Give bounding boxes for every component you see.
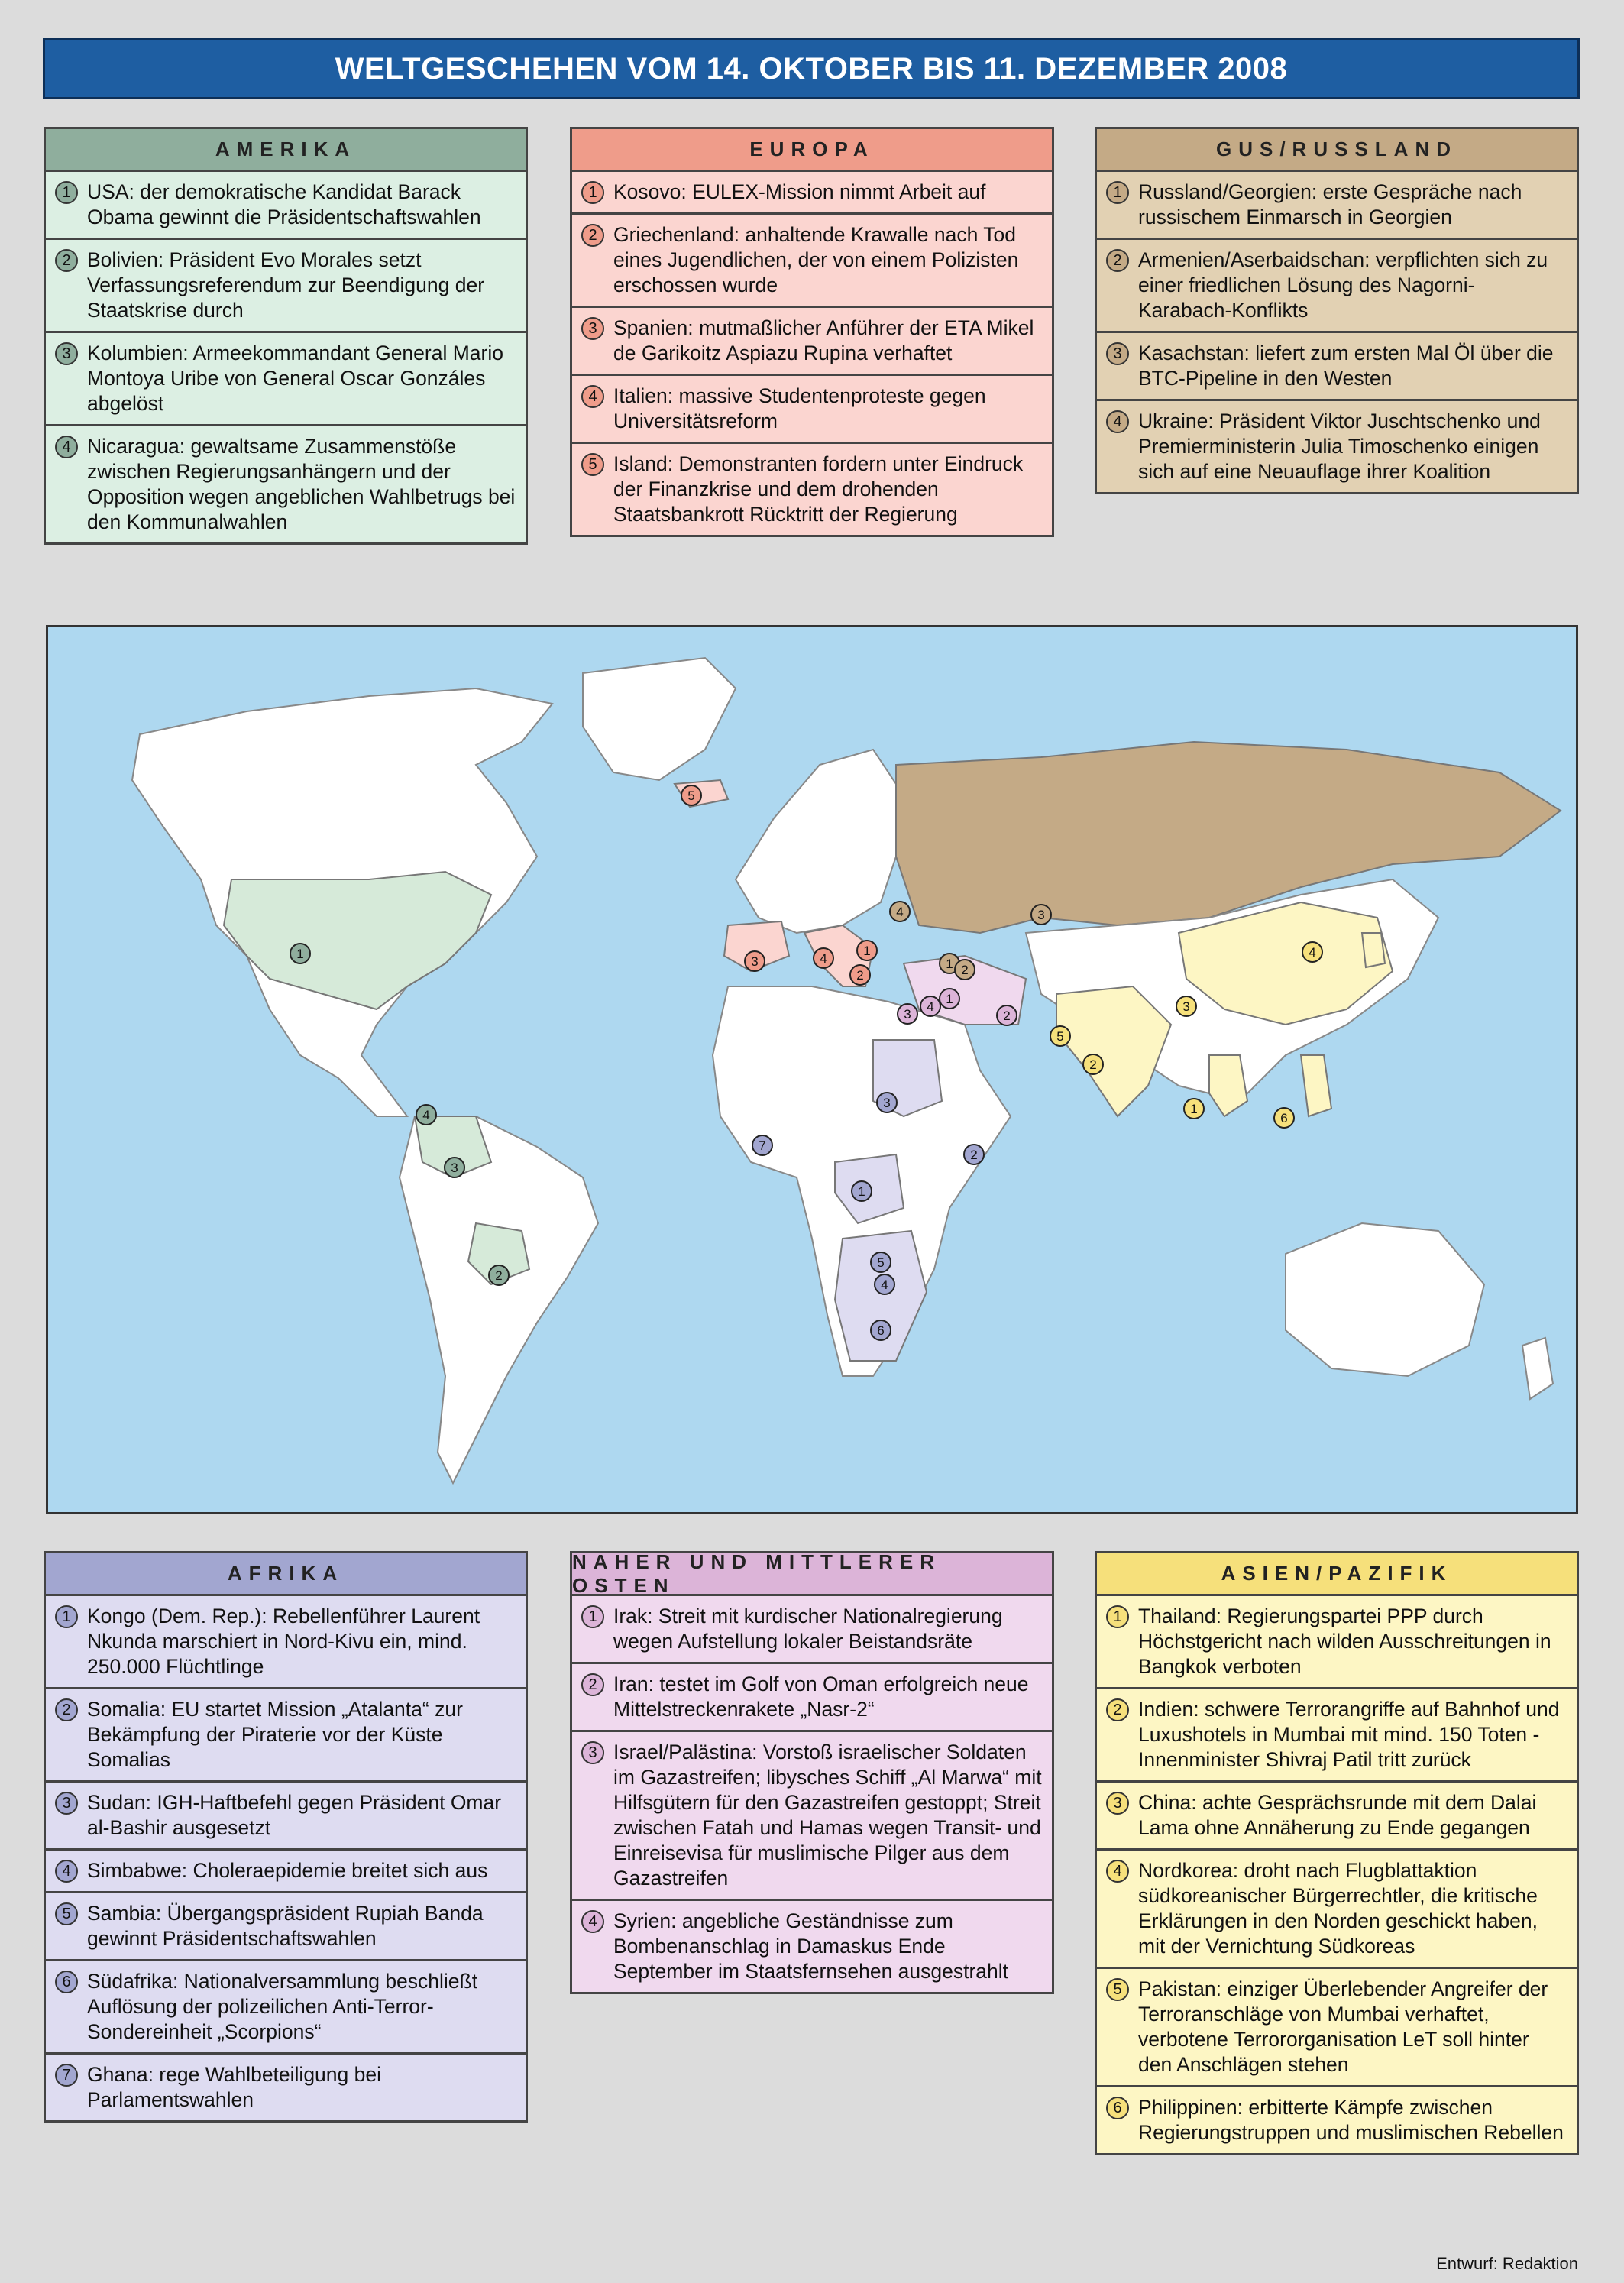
map-marker-label: 4 xyxy=(927,999,934,1014)
event-text: Simbabwe: Choleraepidemie breitet sich aus xyxy=(87,1859,488,1882)
event-number-badge: 1 xyxy=(55,181,78,204)
map-marker-label: 5 xyxy=(687,789,695,803)
event-item xyxy=(572,1901,1052,1992)
event-text: Nordkorea: droht nach Flugblattaktion südkoreanischer Bürgerrechtler, die kritische Erklärungen in den Norden geschickt haben, mit der Vernichtung Südkoreas xyxy=(1138,1859,1538,1958)
map-marker-label: 3 xyxy=(904,1007,911,1022)
event-item xyxy=(1097,2087,1577,2153)
event-item xyxy=(572,444,1052,535)
map-marker-asien-1 xyxy=(1184,1099,1204,1119)
map-marker-asien-4 xyxy=(1302,942,1322,962)
event-number-badge: 2 xyxy=(581,1673,604,1696)
event-item xyxy=(46,333,526,426)
credit-text: Entwurf: Redaktion xyxy=(1436,2254,1578,2273)
map-marker-nahost-2 xyxy=(997,1005,1017,1025)
event-item xyxy=(46,2055,526,2120)
map-marker-afrika-7 xyxy=(752,1135,772,1155)
panel-amerika xyxy=(44,127,528,545)
event-number-badge: 4 xyxy=(581,1910,604,1933)
event-number-badge: 4 xyxy=(55,1860,78,1883)
map-marker-gus-4 xyxy=(890,902,910,921)
event-text: Somalia: EU startet Mission „Atalanta“ zur Bekämpfung der Piraterie vor der Küste Somalias xyxy=(87,1698,463,1771)
event-item xyxy=(1097,172,1577,240)
event-text: Iran: testet im Golf von Oman erfolgreich neue Mittelstreckenrakete „Nasr-2“ xyxy=(613,1673,1029,1721)
event-item xyxy=(1097,1783,1577,1851)
event-text: Griechenland: anhaltende Krawalle nach Tod eines Jugendlichen, der von einem Polizisten erschossen wurde xyxy=(613,223,1019,296)
event-number-badge: 3 xyxy=(55,342,78,365)
europe-landmass xyxy=(736,750,904,933)
panel-heading: EUROPA xyxy=(572,129,1052,172)
world-map-svg xyxy=(48,627,1578,1514)
event-item xyxy=(1097,1596,1577,1689)
map-marker-label: 4 xyxy=(422,1108,430,1122)
map-marker-afrika-1 xyxy=(852,1181,872,1201)
event-number-badge: 7 xyxy=(55,2064,78,2087)
world-map xyxy=(46,625,1578,1514)
event-item xyxy=(572,376,1052,444)
map-marker-label: 4 xyxy=(1309,945,1316,960)
australia-landmass xyxy=(1286,1223,1484,1376)
event-item xyxy=(1097,1851,1577,1969)
event-item xyxy=(46,1893,526,1961)
map-marker-label: 1 xyxy=(946,957,953,971)
map-marker-afrika-6 xyxy=(871,1320,891,1340)
event-item xyxy=(46,1783,526,1851)
map-marker-label: 2 xyxy=(1089,1057,1097,1072)
map-marker-label: 5 xyxy=(877,1255,885,1270)
event-number-badge: 5 xyxy=(1106,1978,1129,2001)
event-text: Pakistan: einziger Überlebender Angreifer der Terroranschläge von Mumbai verhaftet, verbotene Terrororganisation LeT soll hinter den Anschlägen stehen xyxy=(1138,1977,1548,2076)
event-text: Syrien: angebliche Geständnisse zum Bombenanschlag in Damaskus Ende September im Staatsfernsehen ausgestrahlt xyxy=(613,1909,1009,1983)
event-number-badge: 2 xyxy=(55,1698,78,1721)
event-text: Südafrika: Nationalversammlung beschließt Auflösung der polizeilichen Anti-Terror-Sondereinheit „Scorpions“ xyxy=(87,1970,478,2043)
map-marker-asien-5 xyxy=(1050,1026,1070,1046)
map-marker-amerika-1 xyxy=(290,944,310,963)
event-number-badge: 5 xyxy=(55,1902,78,1925)
event-text: Sudan: IGH-Haftbefehl gegen Präsident Omar al-Bashir ausgesetzt xyxy=(87,1791,502,1839)
event-number-badge: 1 xyxy=(1106,181,1129,204)
event-item xyxy=(46,426,526,542)
philippines-region xyxy=(1301,1055,1331,1116)
event-item xyxy=(572,172,1052,215)
map-marker-nahost-1 xyxy=(940,989,959,1009)
map-marker-afrika-5 xyxy=(871,1252,891,1272)
event-text: Thailand: Regierungspartei PPP durch Höchstgericht nach wilden Ausschreitungen in Bangkok verboten xyxy=(1138,1605,1551,1678)
event-number-badge: 3 xyxy=(55,1792,78,1815)
map-marker-label: 4 xyxy=(881,1278,888,1292)
event-number-badge: 4 xyxy=(1106,1860,1129,1883)
event-number-badge: 5 xyxy=(581,453,604,476)
event-number-badge: 3 xyxy=(1106,1792,1129,1815)
event-number-badge: 3 xyxy=(1106,342,1129,365)
map-marker-europa-1 xyxy=(857,941,877,960)
event-text: Nicaragua: gewaltsame Zusammenstöße zwischen Regierungsanhängern und der Opposition wegen angeblichen Wahlbetrugs bei den Kommunalwahlen xyxy=(87,435,516,533)
map-marker-label: 3 xyxy=(751,954,759,969)
map-marker-label: 1 xyxy=(1190,1102,1198,1116)
map-marker-label: 1 xyxy=(296,947,304,961)
map-marker-afrika-4 xyxy=(875,1274,894,1294)
event-text: Island: Demonstranten fordern unter Eindruck der Finanzkrise und dem drohenden Staatsbankrott Rücktritt der Regierung xyxy=(613,452,1024,526)
map-marker-label: 7 xyxy=(759,1138,766,1153)
map-marker-amerika-4 xyxy=(416,1105,436,1125)
event-number-badge: 6 xyxy=(1106,2097,1129,2119)
southern-africa-region xyxy=(835,1231,927,1361)
event-item xyxy=(572,215,1052,308)
map-marker-label: 6 xyxy=(1280,1111,1288,1125)
map-marker-europa-2 xyxy=(850,965,870,985)
event-item xyxy=(1097,1969,1577,2087)
map-marker-amerika-3 xyxy=(445,1158,464,1177)
event-text: Irak: Streit mit kurdischer Nationalregierung wegen Aufstellung lokaler Beistandsräte xyxy=(613,1605,1003,1653)
event-item xyxy=(1097,333,1577,401)
event-item xyxy=(46,1689,526,1783)
panel-heading: NAHER UND MITTLERER OSTEN xyxy=(572,1553,1052,1596)
event-item xyxy=(46,172,526,240)
map-marker-nahost-4 xyxy=(920,996,940,1016)
event-number-badge: 2 xyxy=(55,249,78,272)
map-marker-europa-3 xyxy=(745,951,765,971)
event-text: Kongo (Dem. Rep.): Rebellenführer Laurent Nkunda marschiert in Nord-Kivu ein, mind. 250.000 Flüchtlinge xyxy=(87,1605,480,1678)
map-marker-label: 3 xyxy=(451,1161,458,1175)
map-marker-label: 3 xyxy=(1037,908,1045,922)
event-number-badge: 3 xyxy=(581,317,604,340)
south-america-landmass xyxy=(400,1116,598,1483)
map-marker-label: 1 xyxy=(858,1184,865,1199)
event-text: Indien: schwere Terrorangriffe auf Bahnhof und Luxushotels in Mumbai mit mind. 150 Toten - Innenminister Shivraj Patil tritt zurück xyxy=(1138,1698,1560,1771)
map-marker-asien-3 xyxy=(1176,996,1196,1016)
event-number-badge: 2 xyxy=(1106,1698,1129,1721)
event-text: Italien: massive Studentenproteste gegen Universitätsreform xyxy=(613,384,986,432)
event-item xyxy=(46,1851,526,1893)
page-title: WELTGESCHEHEN VOM 14. OKTOBER BIS 11. DEZEMBER 2008 xyxy=(43,38,1580,99)
event-text: Ghana: rege Wahlbeteiligung bei Parlamentswahlen xyxy=(87,2063,382,2111)
map-marker-label: 2 xyxy=(961,963,969,977)
event-item xyxy=(572,308,1052,376)
korea-region xyxy=(1362,933,1385,967)
map-marker-europa-4 xyxy=(814,948,833,968)
event-text: Spanien: mutmaßlicher Anführer der ETA Mikel de Garikoitz Aspiazu Rupina verhaftet xyxy=(613,316,1034,364)
panel-afrika xyxy=(44,1551,528,2123)
map-marker-label: 5 xyxy=(1056,1029,1064,1044)
event-text: Armenien/Aserbaidschan: verpflichten sich zu einer friedlichen Lösung des Nagorni-Karabach-Konflikts xyxy=(1138,248,1548,322)
event-number-badge: 1 xyxy=(581,181,604,204)
event-item xyxy=(1097,401,1577,492)
event-number-badge: 4 xyxy=(55,436,78,458)
map-marker-label: 2 xyxy=(495,1268,503,1283)
event-text: Sambia: Übergangspräsident Rupiah Banda gewinnt Präsidentschaftswahlen xyxy=(87,1902,484,1950)
map-marker-afrika-2 xyxy=(964,1145,984,1164)
map-marker-afrika-3 xyxy=(877,1093,897,1112)
event-item xyxy=(46,240,526,333)
map-marker-label: 2 xyxy=(970,1148,978,1162)
map-marker-europa-5 xyxy=(681,785,701,805)
event-number-badge: 6 xyxy=(55,1971,78,1993)
map-marker-label: 3 xyxy=(883,1096,891,1110)
event-item xyxy=(572,1596,1052,1664)
thailand-region xyxy=(1209,1055,1247,1116)
event-text: Kolumbien: Armeekommandant General Mario Montoya Uribe von General Oscar Gonzáles abgelöst xyxy=(87,342,503,415)
map-marker-label: 4 xyxy=(820,951,827,966)
panel-heading: GUS/RUSSLAND xyxy=(1097,129,1577,172)
map-marker-label: 2 xyxy=(1003,1009,1011,1023)
map-marker-asien-6 xyxy=(1274,1108,1294,1128)
event-text: Kosovo: EULEX-Mission nimmt Arbeit auf xyxy=(613,180,986,203)
map-marker-label: 3 xyxy=(1182,999,1190,1014)
event-text: Bolivien: Präsident Evo Morales setzt Verfassungsreferendum zur Beendigung der Staatskrise durch xyxy=(87,248,485,322)
event-text: China: achte Gesprächsrunde mit dem Dalai Lama ohne Annäherung zu Ende gegangen xyxy=(1138,1791,1537,1839)
event-text: Ukraine: Präsident Viktor Juschtschenko und Premierministerin Julia Timoschenko einigen sich auf eine Neuauflage ihrer Koalition xyxy=(1138,410,1541,483)
event-number-badge: 2 xyxy=(581,224,604,247)
event-number-badge: 2 xyxy=(1106,249,1129,272)
map-marker-amerika-2 xyxy=(489,1265,509,1285)
event-number-badge: 1 xyxy=(1106,1605,1129,1628)
map-marker-gus-2 xyxy=(955,960,975,980)
map-marker-label: 4 xyxy=(896,905,904,919)
panel-gus xyxy=(1095,127,1579,494)
event-item xyxy=(46,1961,526,2055)
event-item xyxy=(572,1664,1052,1732)
map-marker-label: 1 xyxy=(863,944,871,958)
map-marker-gus-3 xyxy=(1031,905,1051,925)
event-number-badge: 4 xyxy=(581,385,604,408)
map-marker-asien-2 xyxy=(1083,1054,1103,1074)
event-number-badge: 1 xyxy=(55,1605,78,1628)
new-zealand xyxy=(1522,1338,1553,1399)
event-item xyxy=(46,1596,526,1689)
event-text: Philippinen: erbitterte Kämpfe zwischen Regierungstruppen und muslimischen Rebellen xyxy=(1138,2096,1564,2144)
panel-heading: AMERIKA xyxy=(46,129,526,172)
event-text: Russland/Georgien: erste Gespräche nach russischem Einmarsch in Georgien xyxy=(1138,180,1522,228)
panel-nahost xyxy=(570,1551,1054,1994)
event-item xyxy=(1097,240,1577,333)
event-number-badge: 1 xyxy=(581,1605,604,1628)
russia-region xyxy=(896,742,1561,933)
event-item xyxy=(572,1732,1052,1901)
map-marker-label: 2 xyxy=(856,968,864,983)
event-text: Israel/Palästina: Vorstoß israelischer Soldaten im Gazastreifen; libysches Schiff „Al Marwa“ mit Hilfsgütern für den Gazastreifen gestoppt; Streit zwischen Fatah und Hamas wegen Transit- und Einreisevisa für muslimische Pilger aus dem Gazastreifen xyxy=(613,1741,1042,1890)
panel-heading: ASIEN/PAZIFIK xyxy=(1097,1553,1577,1596)
event-number-badge: 3 xyxy=(581,1741,604,1764)
panel-europa xyxy=(570,127,1054,537)
map-marker-nahost-3 xyxy=(898,1004,917,1024)
event-text: Kasachstan: liefert zum ersten Mal Öl über die BTC-Pipeline in den Westen xyxy=(1138,342,1554,390)
event-number-badge: 4 xyxy=(1106,410,1129,433)
greenland xyxy=(583,658,736,780)
event-text: USA: der demokratische Kandidat Barack Obama gewinnt die Präsidentschaftswahlen xyxy=(87,180,481,228)
panel-heading: AFRIKA xyxy=(46,1553,526,1596)
panel-asien xyxy=(1095,1551,1579,2155)
map-marker-label: 1 xyxy=(946,992,953,1006)
event-item xyxy=(1097,1689,1577,1783)
map-marker-label: 6 xyxy=(877,1323,885,1338)
